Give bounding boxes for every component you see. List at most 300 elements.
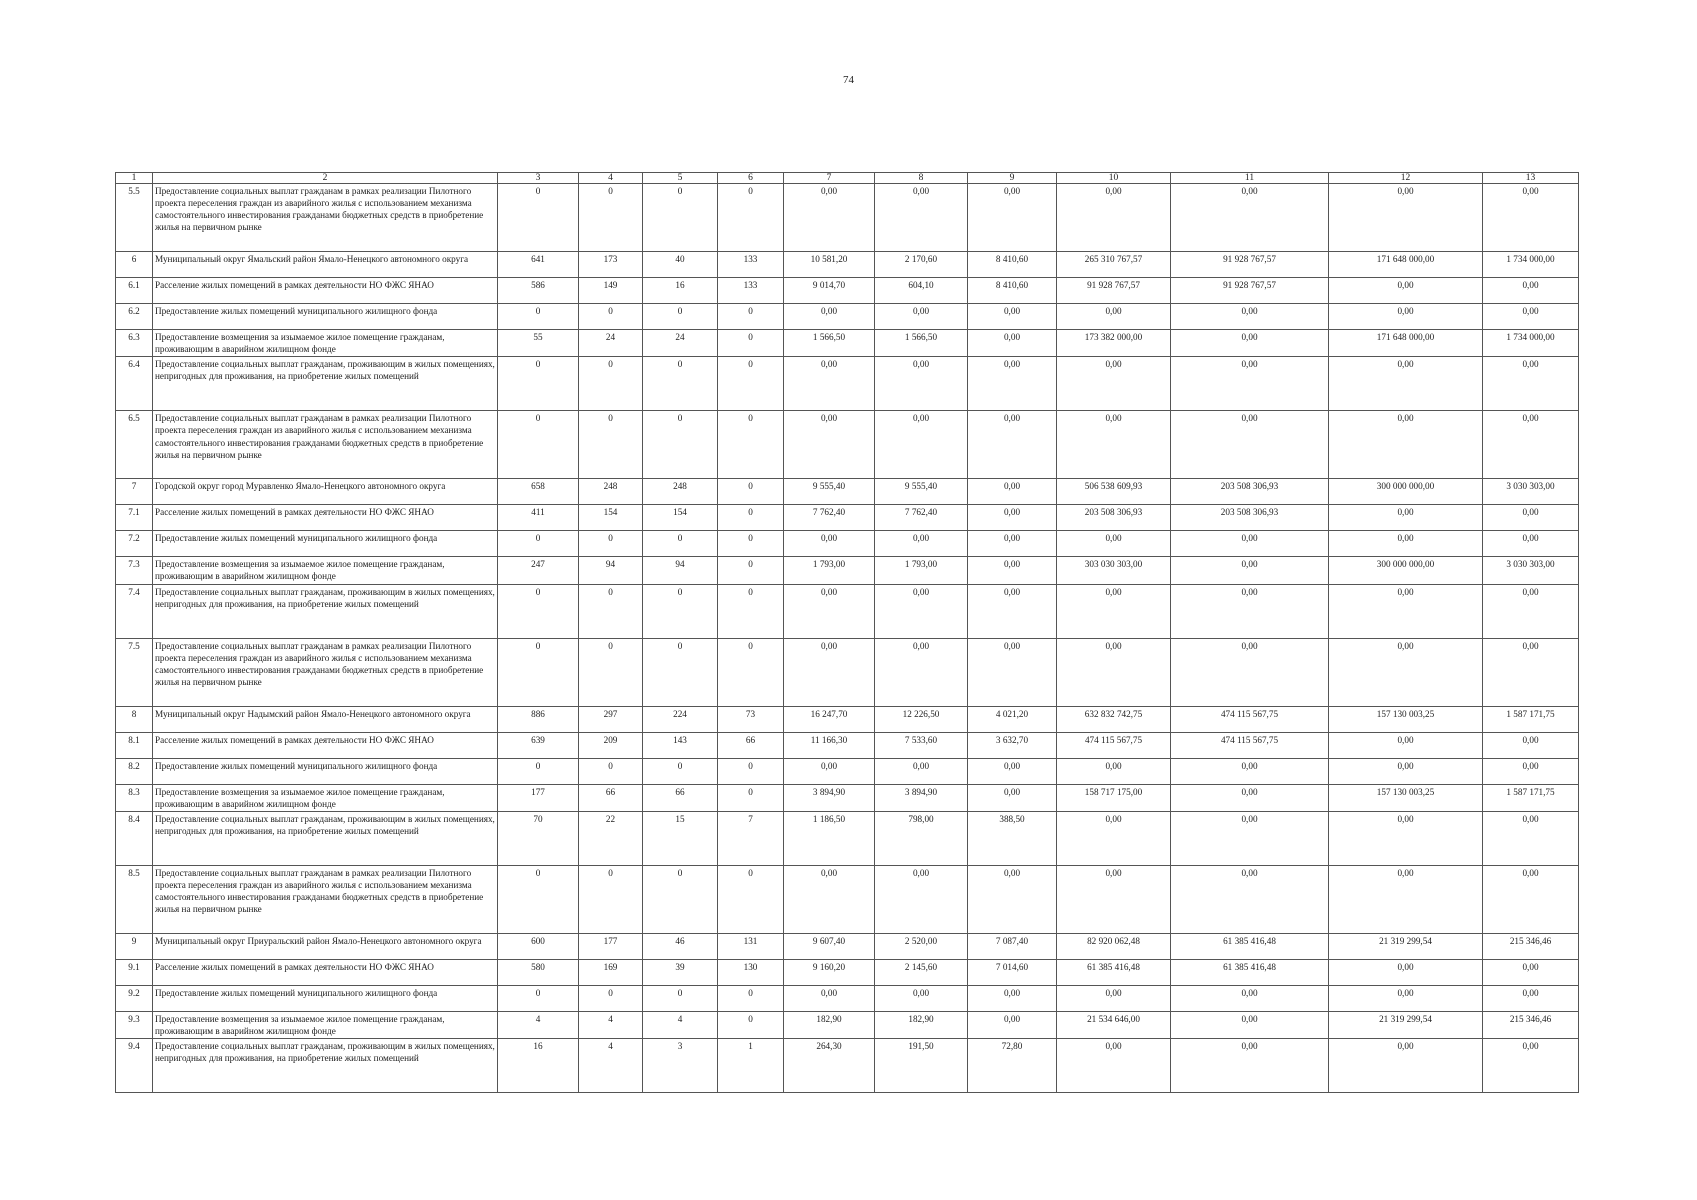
value-cell: 0,00 <box>968 531 1057 557</box>
row-number-cell: 6.1 <box>116 278 153 304</box>
value-cell: 0,00 <box>1057 531 1171 557</box>
value-cell: 70 <box>498 811 579 865</box>
value-cell: 4 <box>579 1039 643 1093</box>
value-cell: 16 <box>643 278 718 304</box>
value-cell: 73 <box>718 706 784 732</box>
value-cell: 215 346,46 <box>1483 933 1579 959</box>
value-cell: 9 160,20 <box>784 959 875 985</box>
row-number-cell: 8.4 <box>116 811 153 865</box>
value-cell: 0 <box>498 985 579 1011</box>
value-cell: 154 <box>579 505 643 531</box>
table-row <box>116 584 1579 638</box>
row-number-cell: 9.2 <box>116 985 153 1011</box>
value-cell: 0,00 <box>1057 584 1171 638</box>
value-cell: 641 <box>498 252 579 278</box>
value-cell: 72,80 <box>968 1039 1057 1093</box>
value-cell: 0,00 <box>968 584 1057 638</box>
value-cell: 0 <box>718 357 784 411</box>
value-cell: 0,00 <box>968 304 1057 330</box>
table-row <box>116 865 1579 933</box>
value-cell: 7 014,60 <box>968 959 1057 985</box>
value-cell: 3 894,90 <box>875 784 968 811</box>
value-cell: 66 <box>718 732 784 758</box>
value-cell: 157 130 003,25 <box>1329 706 1483 732</box>
value-cell: 632 832 742,75 <box>1057 706 1171 732</box>
table-row <box>116 557 1579 584</box>
value-cell: 0,00 <box>968 1011 1057 1038</box>
value-cell: 154 <box>643 505 718 531</box>
value-cell: 0,00 <box>1171 1039 1329 1093</box>
value-cell: 4 021,20 <box>968 706 1057 732</box>
value-cell: 0,00 <box>784 638 875 706</box>
value-cell: 91 928 767,57 <box>1057 278 1171 304</box>
value-cell: 182,90 <box>784 1011 875 1038</box>
column-header: 7 <box>784 173 875 184</box>
value-cell: 82 920 062,48 <box>1057 933 1171 959</box>
row-number-cell: 5.5 <box>116 184 153 252</box>
value-cell: 0,00 <box>968 184 1057 252</box>
row-number-cell: 6.3 <box>116 330 153 357</box>
value-cell: 0,00 <box>1483 304 1579 330</box>
value-cell: 0,00 <box>1057 985 1171 1011</box>
value-cell: 0 <box>498 304 579 330</box>
value-cell: 9 555,40 <box>875 479 968 505</box>
value-cell: 3 <box>643 1039 718 1093</box>
value-cell: 0,00 <box>875 304 968 330</box>
table-row <box>116 933 1579 959</box>
value-cell: 177 <box>498 784 579 811</box>
row-number-cell: 8.5 <box>116 865 153 933</box>
value-cell: 0 <box>498 357 579 411</box>
value-cell: 0 <box>579 758 643 784</box>
value-cell: 0,00 <box>1329 758 1483 784</box>
value-cell: 0 <box>498 584 579 638</box>
value-cell: 0,00 <box>784 865 875 933</box>
value-cell: 0,00 <box>1329 184 1483 252</box>
value-cell: 0,00 <box>1329 732 1483 758</box>
value-cell: 3 030 303,00 <box>1483 479 1579 505</box>
value-cell: 264,30 <box>784 1039 875 1093</box>
value-cell: 0 <box>718 479 784 505</box>
value-cell: 0,00 <box>1483 959 1579 985</box>
value-cell: 0 <box>643 985 718 1011</box>
value-cell: 0 <box>718 638 784 706</box>
value-cell: 0,00 <box>1057 411 1171 479</box>
value-cell: 91 928 767,57 <box>1171 278 1329 304</box>
value-cell: 0,00 <box>1171 811 1329 865</box>
value-cell: 0,00 <box>1329 357 1483 411</box>
value-cell: 133 <box>718 252 784 278</box>
value-cell: 8 410,60 <box>968 252 1057 278</box>
value-cell: 22 <box>579 811 643 865</box>
value-cell: 66 <box>643 784 718 811</box>
value-cell: 15 <box>643 811 718 865</box>
value-cell: 0,00 <box>1483 505 1579 531</box>
value-cell: 0,00 <box>784 304 875 330</box>
value-cell: 1 734 000,00 <box>1483 252 1579 278</box>
row-number-cell: 7.2 <box>116 531 153 557</box>
value-cell: 0,00 <box>1483 584 1579 638</box>
row-name-cell: Предоставление возмещения за изымаемое жилое помещение гражданам, проживающим в аварийном жилищном фонде <box>153 557 498 584</box>
value-cell: 173 <box>579 252 643 278</box>
value-cell: 1 793,00 <box>875 557 968 584</box>
value-cell: 182,90 <box>875 1011 968 1038</box>
value-cell: 0,00 <box>784 584 875 638</box>
value-cell: 2 520,00 <box>875 933 968 959</box>
value-cell: 94 <box>643 557 718 584</box>
value-cell: 474 115 567,75 <box>1171 732 1329 758</box>
value-cell: 0,00 <box>784 985 875 1011</box>
value-cell: 0 <box>718 531 784 557</box>
value-cell: 0,00 <box>784 411 875 479</box>
column-number-row <box>116 173 1579 184</box>
value-cell: 171 648 000,00 <box>1329 252 1483 278</box>
value-cell: 2 170,60 <box>875 252 968 278</box>
value-cell: 1 <box>718 1039 784 1093</box>
value-cell: 0 <box>718 411 784 479</box>
value-cell: 0,00 <box>875 411 968 479</box>
value-cell: 0 <box>643 584 718 638</box>
value-cell: 0,00 <box>1483 758 1579 784</box>
value-cell: 506 538 609,93 <box>1057 479 1171 505</box>
column-header: 4 <box>579 173 643 184</box>
value-cell: 0,00 <box>968 758 1057 784</box>
value-cell: 10 581,20 <box>784 252 875 278</box>
value-cell: 0 <box>579 411 643 479</box>
value-cell: 0 <box>498 184 579 252</box>
value-cell: 0 <box>718 758 784 784</box>
table-row <box>116 959 1579 985</box>
value-cell: 215 346,46 <box>1483 1011 1579 1038</box>
value-cell: 0,00 <box>1329 959 1483 985</box>
value-cell: 0,00 <box>1483 278 1579 304</box>
value-cell: 0,00 <box>1057 811 1171 865</box>
row-name-cell: Предоставление социальных выплат гражданам, проживающим в жилых помещениях, непригодных для проживания, на приобретение жилых помещений <box>153 1039 498 1093</box>
value-cell: 0 <box>718 505 784 531</box>
value-cell: 0,00 <box>1329 531 1483 557</box>
table-row <box>116 732 1579 758</box>
value-cell: 0,00 <box>1483 638 1579 706</box>
value-cell: 0,00 <box>875 865 968 933</box>
value-cell: 169 <box>579 959 643 985</box>
value-cell: 600 <box>498 933 579 959</box>
value-cell: 0,00 <box>1329 638 1483 706</box>
value-cell: 173 382 000,00 <box>1057 330 1171 357</box>
value-cell: 0,00 <box>875 184 968 252</box>
value-cell: 0 <box>498 638 579 706</box>
value-cell: 248 <box>643 479 718 505</box>
value-cell: 580 <box>498 959 579 985</box>
value-cell: 0,00 <box>1171 784 1329 811</box>
value-cell: 8 410,60 <box>968 278 1057 304</box>
value-cell: 21 319 299,54 <box>1329 933 1483 959</box>
row-name-cell: Муниципальный округ Надымский район Ямало-Ненецкого автономного округа <box>153 706 498 732</box>
value-cell: 300 000 000,00 <box>1329 557 1483 584</box>
value-cell: 55 <box>498 330 579 357</box>
row-number-cell: 6 <box>116 252 153 278</box>
value-cell: 7 087,40 <box>968 933 1057 959</box>
row-number-cell: 8 <box>116 706 153 732</box>
value-cell: 177 <box>579 933 643 959</box>
value-cell: 0 <box>643 184 718 252</box>
value-cell: 0,00 <box>968 505 1057 531</box>
table-row <box>116 811 1579 865</box>
value-cell: 0,00 <box>1483 357 1579 411</box>
value-cell: 0 <box>579 865 643 933</box>
row-number-cell: 6.2 <box>116 304 153 330</box>
table-row <box>116 479 1579 505</box>
column-header: 12 <box>1329 173 1483 184</box>
value-cell: 0 <box>579 531 643 557</box>
value-cell: 0,00 <box>875 531 968 557</box>
value-cell: 0 <box>498 531 579 557</box>
value-cell: 24 <box>643 330 718 357</box>
value-cell: 248 <box>579 479 643 505</box>
column-header: 13 <box>1483 173 1579 184</box>
value-cell: 3 894,90 <box>784 784 875 811</box>
row-name-cell: Предоставление возмещения за изымаемое жилое помещение гражданам, проживающим в аварийном жилищном фонде <box>153 330 498 357</box>
value-cell: 0 <box>718 865 784 933</box>
value-cell: 0,00 <box>1171 304 1329 330</box>
value-cell: 0 <box>643 531 718 557</box>
row-name-cell: Расселение жилых помещений в рамках деятельности НО ФЖС ЯНАО <box>153 505 498 531</box>
column-header: 8 <box>875 173 968 184</box>
value-cell: 0 <box>718 985 784 1011</box>
value-cell: 61 385 416,48 <box>1057 959 1171 985</box>
value-cell: 0 <box>643 758 718 784</box>
value-cell: 0,00 <box>1329 411 1483 479</box>
value-cell: 157 130 003,25 <box>1329 784 1483 811</box>
value-cell: 0,00 <box>1171 1011 1329 1038</box>
value-cell: 0,00 <box>1057 304 1171 330</box>
value-cell: 0,00 <box>1483 184 1579 252</box>
table-row <box>116 304 1579 330</box>
table-row <box>116 784 1579 811</box>
value-cell: 0,00 <box>968 330 1057 357</box>
value-cell: 0 <box>643 357 718 411</box>
value-cell: 0,00 <box>1171 584 1329 638</box>
row-number-cell: 6.5 <box>116 411 153 479</box>
value-cell: 0,00 <box>1483 865 1579 933</box>
value-cell: 0,00 <box>784 758 875 784</box>
value-cell: 3 632,70 <box>968 732 1057 758</box>
table-row <box>116 357 1579 411</box>
row-name-cell: Муниципальный округ Приуральский район Ямало-Ненецкого автономного округа <box>153 933 498 959</box>
value-cell: 0,00 <box>1171 357 1329 411</box>
value-cell: 0,00 <box>1171 531 1329 557</box>
row-name-cell: Расселение жилых помещений в рамках деятельности НО ФЖС ЯНАО <box>153 278 498 304</box>
value-cell: 0 <box>643 411 718 479</box>
value-cell: 0,00 <box>1329 1039 1483 1093</box>
value-cell: 158 717 175,00 <box>1057 784 1171 811</box>
value-cell: 1 566,50 <box>784 330 875 357</box>
row-name-cell: Расселение жилых помещений в рамках деятельности НО ФЖС ЯНАО <box>153 732 498 758</box>
table-row <box>116 1039 1579 1093</box>
value-cell: 0 <box>718 304 784 330</box>
value-cell: 0 <box>643 638 718 706</box>
value-cell: 658 <box>498 479 579 505</box>
column-header: 10 <box>1057 173 1171 184</box>
value-cell: 1 587 171,75 <box>1483 706 1579 732</box>
value-cell: 388,50 <box>968 811 1057 865</box>
row-name-cell: Предоставление социальных выплат гражданам, проживающим в жилых помещениях, непригодных для проживания, на приобретение жилых помещений <box>153 584 498 638</box>
row-name-cell: Предоставление социальных выплат гражданам в рамках реализации Пилотного проекта переселения граждан из аварийного жилья с использованием механизма самостоятельного инвестирования гражданами бюджетных средств в приобретение жилья на первичном рынке <box>153 184 498 252</box>
value-cell: 11 166,30 <box>784 732 875 758</box>
table-row <box>116 505 1579 531</box>
value-cell: 604,10 <box>875 278 968 304</box>
row-name-cell: Предоставление социальных выплат гражданам в рамках реализации Пилотного проекта переселения граждан из аварийного жилья с использованием механизма самостоятельного инвестирования гражданами бюджетных средств в приобретение жилья на первичном рынке <box>153 638 498 706</box>
column-header: 11 <box>1171 173 1329 184</box>
value-cell: 0,00 <box>1171 557 1329 584</box>
value-cell: 0,00 <box>1483 1039 1579 1093</box>
row-number-cell: 9.4 <box>116 1039 153 1093</box>
value-cell: 0 <box>718 184 784 252</box>
column-header: 5 <box>643 173 718 184</box>
value-cell: 474 115 567,75 <box>1057 732 1171 758</box>
value-cell: 0,00 <box>1171 638 1329 706</box>
value-cell: 0,00 <box>1171 184 1329 252</box>
table-body <box>116 184 1579 1093</box>
value-cell: 886 <box>498 706 579 732</box>
row-name-cell: Расселение жилых помещений в рамках деятельности НО ФЖС ЯНАО <box>153 959 498 985</box>
value-cell: 0,00 <box>1483 985 1579 1011</box>
page-number: 74 <box>843 74 854 86</box>
value-cell: 0,00 <box>1057 357 1171 411</box>
table-row <box>116 638 1579 706</box>
value-cell: 300 000 000,00 <box>1329 479 1483 505</box>
table-row <box>116 758 1579 784</box>
value-cell: 16 <box>498 1039 579 1093</box>
value-cell: 0 <box>579 357 643 411</box>
value-cell: 0,00 <box>1329 584 1483 638</box>
value-cell: 191,50 <box>875 1039 968 1093</box>
value-cell: 39 <box>643 959 718 985</box>
value-cell: 0 <box>718 584 784 638</box>
value-cell: 7 <box>718 811 784 865</box>
value-cell: 0,00 <box>784 357 875 411</box>
value-cell: 0,00 <box>1329 278 1483 304</box>
value-cell: 798,00 <box>875 811 968 865</box>
value-cell: 411 <box>498 505 579 531</box>
value-cell: 0,00 <box>968 784 1057 811</box>
value-cell: 639 <box>498 732 579 758</box>
value-cell: 61 385 416,48 <box>1171 933 1329 959</box>
value-cell: 91 928 767,57 <box>1171 252 1329 278</box>
value-cell: 0,00 <box>1329 985 1483 1011</box>
value-cell: 21 534 646,00 <box>1057 1011 1171 1038</box>
value-cell: 1 566,50 <box>875 330 968 357</box>
row-number-cell: 7 <box>116 479 153 505</box>
value-cell: 46 <box>643 933 718 959</box>
value-cell: 0,00 <box>1483 531 1579 557</box>
column-header: 2 <box>153 173 498 184</box>
value-cell: 203 508 306,93 <box>1057 505 1171 531</box>
column-header: 6 <box>718 173 784 184</box>
value-cell: 0,00 <box>1057 638 1171 706</box>
value-cell: 0 <box>643 865 718 933</box>
row-number-cell: 9 <box>116 933 153 959</box>
value-cell: 40 <box>643 252 718 278</box>
row-number-cell: 8.3 <box>116 784 153 811</box>
row-name-cell: Предоставление социальных выплат гражданам в рамках реализации Пилотного проекта переселения граждан из аварийного жилья с использованием механизма самостоятельного инвестирования гражданами бюджетных средств в приобретение жилья на первичном рынке <box>153 411 498 479</box>
table-row <box>116 1011 1579 1038</box>
value-cell: 3 030 303,00 <box>1483 557 1579 584</box>
row-name-cell: Предоставление социальных выплат гражданам, проживающим в жилых помещениях, непригодных для проживания, на приобретение жилых помещений <box>153 811 498 865</box>
value-cell: 0 <box>498 758 579 784</box>
value-cell: 171 648 000,00 <box>1329 330 1483 357</box>
column-header: 1 <box>116 173 153 184</box>
value-cell: 474 115 567,75 <box>1171 706 1329 732</box>
value-cell: 133 <box>718 278 784 304</box>
value-cell: 143 <box>643 732 718 758</box>
value-cell: 0 <box>643 304 718 330</box>
value-cell: 4 <box>498 1011 579 1038</box>
value-cell: 61 385 416,48 <box>1171 959 1329 985</box>
value-cell: 0,00 <box>1057 184 1171 252</box>
value-cell: 1 186,50 <box>784 811 875 865</box>
table-row <box>116 985 1579 1011</box>
row-number-cell: 7.5 <box>116 638 153 706</box>
value-cell: 0,00 <box>1171 330 1329 357</box>
value-cell: 0 <box>498 865 579 933</box>
value-cell: 0 <box>579 638 643 706</box>
row-number-cell: 6.4 <box>116 357 153 411</box>
row-name-cell: Городской округ город Муравленко Ямало-Ненецкого автономного округа <box>153 479 498 505</box>
value-cell: 9 607,40 <box>784 933 875 959</box>
value-cell: 0,00 <box>1483 732 1579 758</box>
value-cell: 0 <box>718 784 784 811</box>
column-header: 3 <box>498 173 579 184</box>
value-cell: 0 <box>579 584 643 638</box>
value-cell: 0 <box>579 985 643 1011</box>
value-cell: 7 533,60 <box>875 732 968 758</box>
value-cell: 0,00 <box>1483 411 1579 479</box>
value-cell: 303 030 303,00 <box>1057 557 1171 584</box>
value-cell: 0 <box>498 411 579 479</box>
value-cell: 0,00 <box>968 638 1057 706</box>
row-name-cell: Предоставление возмещения за изымаемое жилое помещение гражданам, проживающим в аварийном жилищном фонде <box>153 784 498 811</box>
value-cell: 0,00 <box>968 985 1057 1011</box>
table-row <box>116 330 1579 357</box>
value-cell: 9 014,70 <box>784 278 875 304</box>
value-cell: 94 <box>579 557 643 584</box>
value-cell: 209 <box>579 732 643 758</box>
table-row <box>116 184 1579 252</box>
value-cell: 4 <box>579 1011 643 1038</box>
value-cell: 66 <box>579 784 643 811</box>
value-cell: 2 145,60 <box>875 959 968 985</box>
value-cell: 7 762,40 <box>875 505 968 531</box>
row-name-cell: Предоставление возмещения за изымаемое жилое помещение гражданам, проживающим в аварийном жилищном фонде <box>153 1011 498 1038</box>
row-number-cell: 9.1 <box>116 959 153 985</box>
value-cell: 586 <box>498 278 579 304</box>
row-name-cell: Предоставление жилых помещений муниципального жилищного фонда <box>153 531 498 557</box>
value-cell: 0,00 <box>968 479 1057 505</box>
table-row <box>116 278 1579 304</box>
column-header: 9 <box>968 173 1057 184</box>
value-cell: 0,00 <box>875 758 968 784</box>
row-number-cell: 8.2 <box>116 758 153 784</box>
row-name-cell: Предоставление жилых помещений муниципального жилищного фонда <box>153 758 498 784</box>
value-cell: 0 <box>579 304 643 330</box>
value-cell: 0,00 <box>1171 758 1329 784</box>
value-cell: 1 734 000,00 <box>1483 330 1579 357</box>
value-cell: 0 <box>718 330 784 357</box>
value-cell: 9 555,40 <box>784 479 875 505</box>
value-cell: 0,00 <box>1483 811 1579 865</box>
value-cell: 0 <box>718 557 784 584</box>
value-cell: 0,00 <box>968 411 1057 479</box>
